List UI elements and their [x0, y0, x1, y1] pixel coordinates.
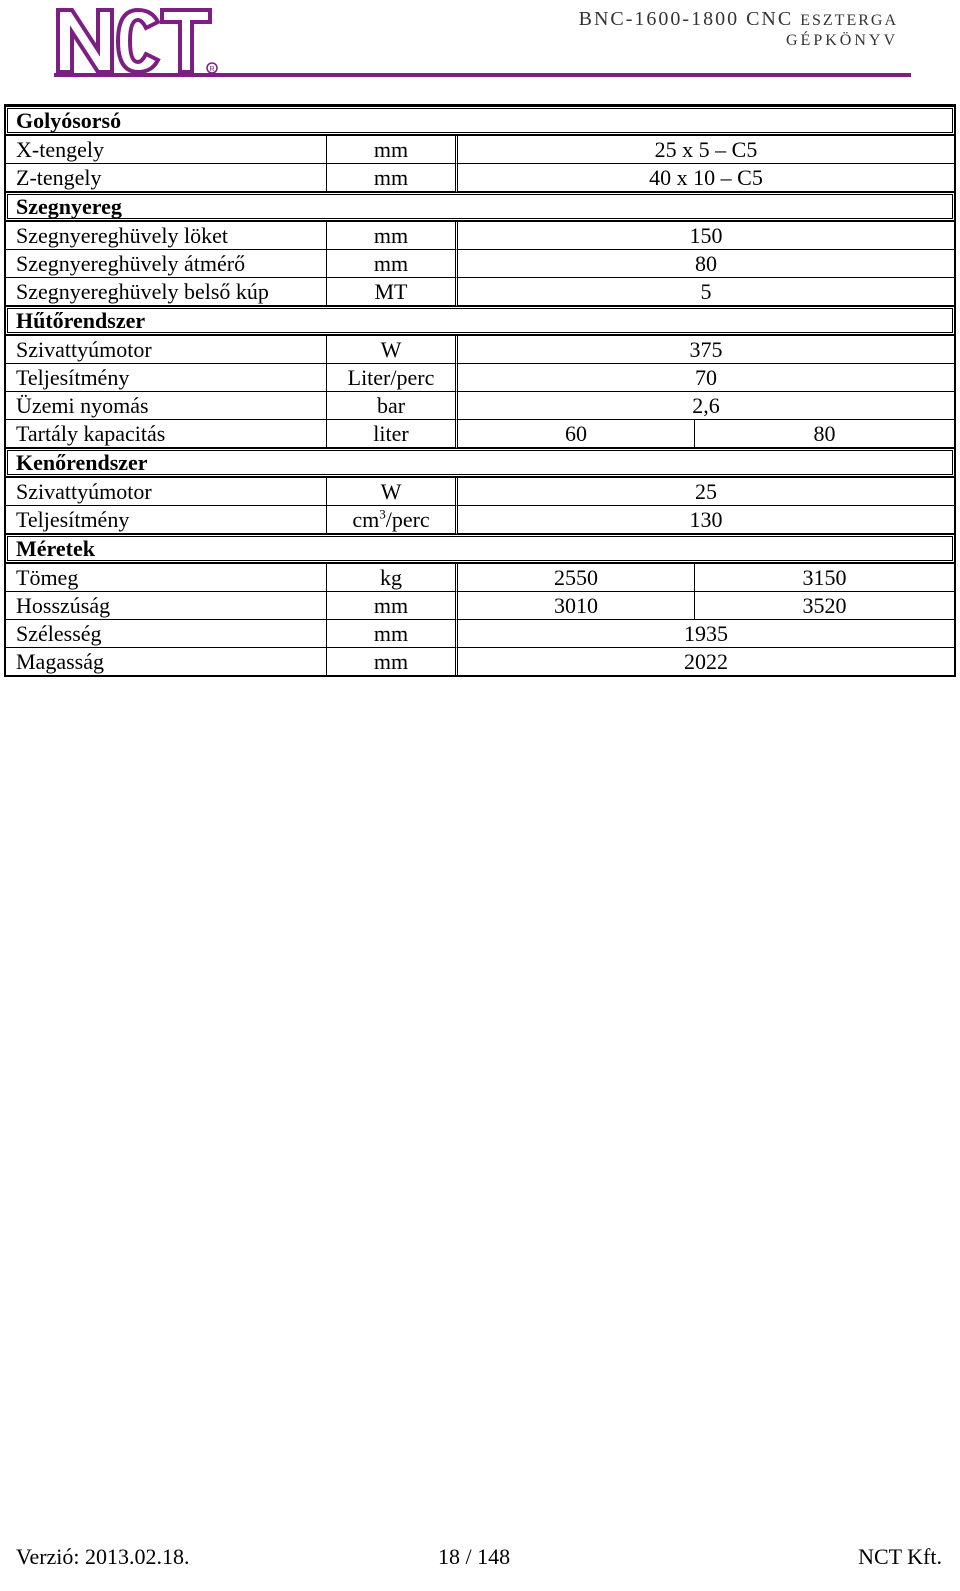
document-title [579, 6, 898, 34]
spec-name: Teljesítmény [6, 364, 327, 392]
spec-name: Magasság [6, 648, 327, 675]
title-main: BNC-1600-1800 CNC [578, 8, 794, 30]
spec-name: Tömeg [6, 564, 327, 592]
section-title: Szegnyereg [6, 192, 954, 222]
spec-name: Szivattyúmotor [6, 478, 327, 506]
table-row [6, 222, 954, 250]
spec-unit: W [327, 478, 458, 506]
table-row [6, 336, 954, 364]
table-row [6, 564, 954, 592]
table-row [6, 648, 954, 675]
table-row [6, 250, 954, 278]
unit-superscript: 3 [379, 506, 386, 522]
spec-value: 40 x 10 – C5 [458, 164, 954, 192]
unit-rest: /perc [385, 507, 430, 532]
section-header [6, 192, 954, 222]
table-row [6, 420, 954, 448]
header-rule [54, 73, 911, 77]
spec-unit: mm [327, 620, 458, 648]
spec-name: Szegnyereghüvely átmérő [6, 250, 327, 278]
section-header [6, 106, 954, 136]
footer-page-number: 18 / 148 [438, 1544, 511, 1569]
page-footer [16, 1544, 942, 1574]
spec-name: Tartály kapacitás [6, 420, 327, 448]
spec-table [4, 104, 956, 677]
table-row [6, 164, 954, 192]
svg-text:R: R [209, 66, 215, 73]
footer-company: NCT Kft. [858, 1544, 942, 1569]
table-row [6, 364, 954, 392]
section-header [6, 306, 954, 336]
spec-value: 25 x 5 – C5 [458, 136, 954, 164]
unit-base: cm [352, 507, 380, 532]
spec-unit: W [327, 336, 458, 364]
spec-value: 80 [458, 250, 954, 278]
spec-name: Hosszúság [6, 592, 327, 620]
spec-unit: kg [327, 564, 458, 592]
spec-value: 25 [458, 478, 954, 506]
section-header [6, 448, 954, 478]
table-row [6, 392, 954, 420]
spec-name: Szegnyereghüvely löket [6, 222, 327, 250]
title-small: ESZTERGA [800, 12, 898, 29]
table-row [6, 136, 954, 164]
spec-unit: Liter/perc [327, 364, 458, 392]
spec-value: 2,6 [458, 392, 954, 420]
section-title: Golyósorsó [6, 106, 954, 136]
table-row [6, 620, 954, 648]
spec-name: Szegnyereghüvely belső kúp [6, 278, 327, 306]
section-title: Hűtőrendszer [6, 306, 954, 336]
spec-unit: mm [327, 164, 458, 192]
spec-value: 375 [458, 336, 954, 364]
spec-unit [327, 506, 458, 534]
section-header [6, 534, 954, 564]
table-row [6, 592, 954, 620]
spec-value: 2022 [684, 649, 728, 674]
spec-value: 150 [458, 222, 954, 250]
spec-unit: mm [327, 648, 458, 675]
spec-unit: mm [327, 136, 458, 164]
document-subtitle: GÉPKÖNYV [786, 32, 898, 49]
spec-value-1800: 80 [695, 420, 954, 448]
table-row [6, 478, 954, 506]
spec-name: Szivattyúmotor [6, 336, 327, 364]
spec-unit: bar [327, 392, 458, 420]
spec-unit: liter [327, 420, 458, 448]
nct-logo [54, 4, 220, 76]
section-title: Kenőrendszer [6, 448, 954, 478]
section-title: Méretek [6, 534, 954, 564]
spec-value-1600: 3010 [458, 592, 695, 620]
spec-name: Teljesítmény [6, 506, 327, 534]
spec-value-1800: 3150 [695, 564, 954, 592]
spec-unit: mm [327, 222, 458, 250]
spec-value-1600: 60 [458, 420, 695, 448]
spec-value: 5 [458, 278, 954, 306]
spec-unit: MT [327, 278, 458, 306]
spec-value: 130 [458, 506, 954, 534]
spec-value: 1935 [458, 620, 954, 648]
footer-version: Verzió: 2013.02.18. [16, 1544, 190, 1569]
spec-unit: mm [327, 250, 458, 278]
spec-name: X-tengely [6, 136, 327, 164]
table-row [6, 506, 954, 534]
spec-unit: mm [327, 592, 458, 620]
spec-value-1800: 3520 [695, 592, 954, 620]
spec-value-1600: 2550 [458, 564, 695, 592]
spec-value: 70 [458, 364, 954, 392]
spec-name: Szélesség [6, 620, 327, 648]
table-row [6, 278, 954, 306]
spec-name: Z-tengely [6, 164, 327, 192]
spec-name: Üzemi nyomás [6, 392, 327, 420]
